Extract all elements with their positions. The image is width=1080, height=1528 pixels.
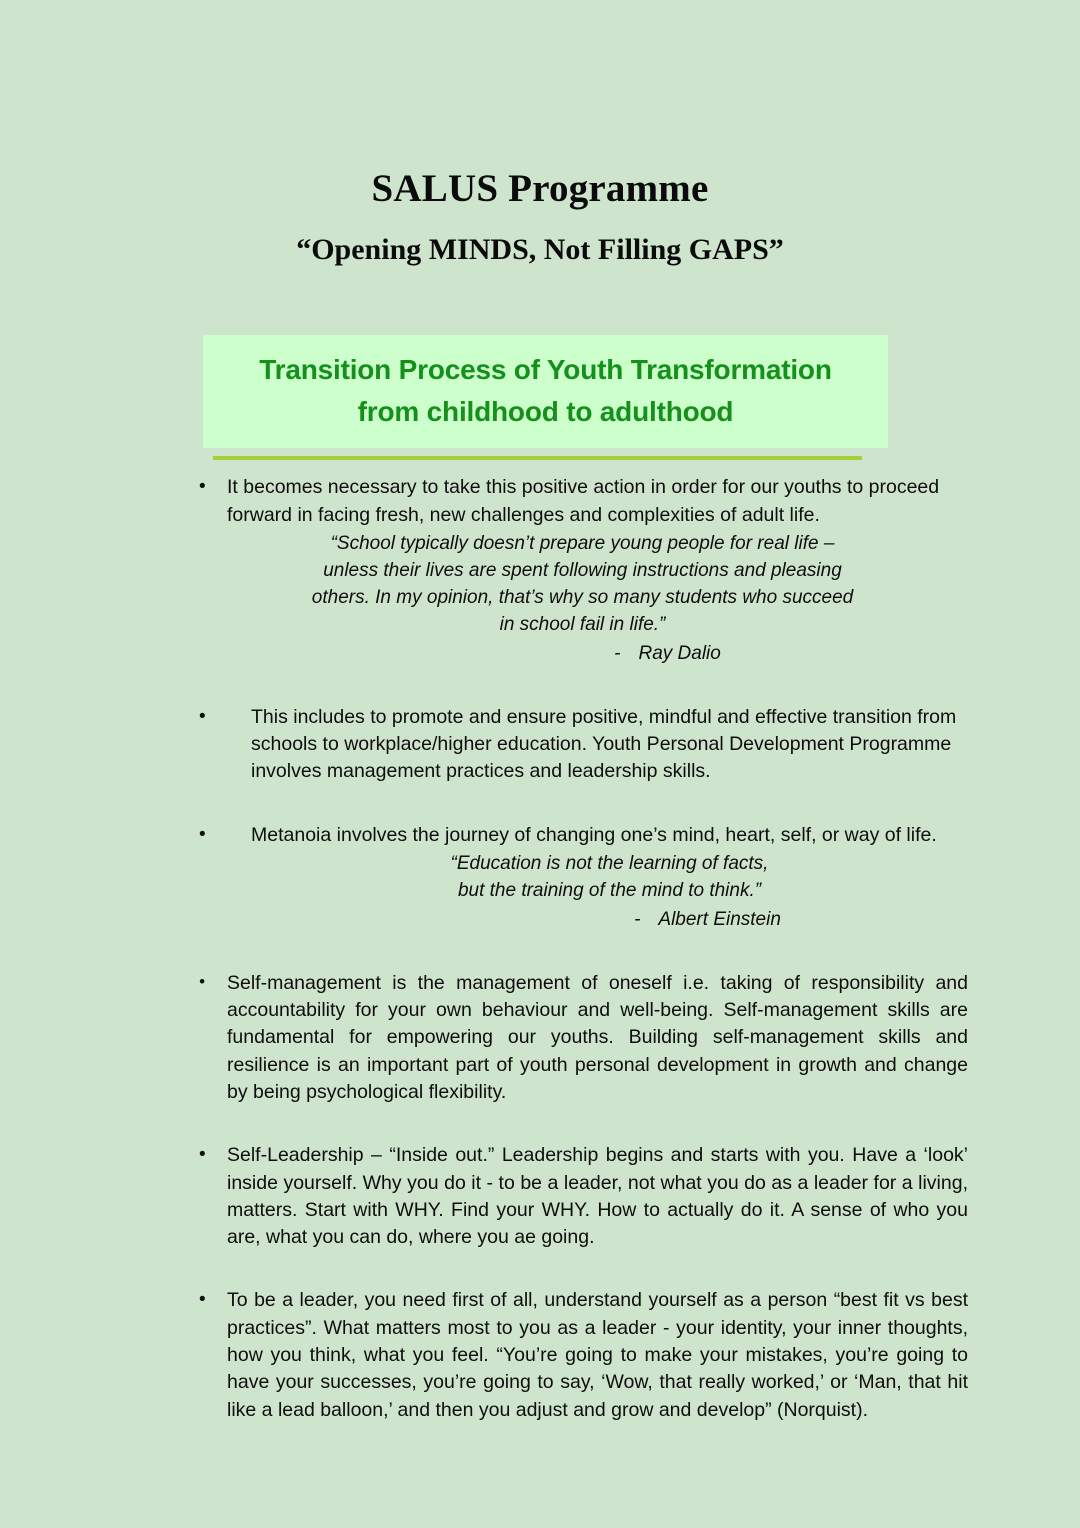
spacer xyxy=(199,812,968,822)
list-item xyxy=(199,1287,968,1423)
banner-line-1: Transition Process of Youth Transformation xyxy=(259,354,832,386)
spacer xyxy=(199,694,968,704)
bullet-icon: • xyxy=(199,1289,206,1311)
highlight-banner xyxy=(203,335,888,448)
bullet-icon: • xyxy=(199,705,206,727)
horizontal-divider xyxy=(213,456,862,460)
bullet-list xyxy=(0,474,1080,1424)
attribution-name: Albert Einstein xyxy=(658,908,781,930)
quote-attribution xyxy=(281,905,938,934)
bullet-body: Metanoia involves the journey of changing one’s mind, heart, self, or way of life. xyxy=(251,823,937,846)
quote-attribution xyxy=(227,639,938,668)
bullet-icon: • xyxy=(199,823,206,845)
bullet-body: To be a leader, you need first of all, understand yourself as a person “best fit vs best practices”. What matters most to you as a leader - your identity, your inner thoughts, how you think, what you feel. “You’re going to make your mistakes, you’re going to have your successes, you’re going to say, ‘Wow, that really worked,’ or ‘Man, that hit like a lead balloon,’ and then you adjust and grow and develop” (Norquist). xyxy=(227,1289,968,1421)
attribution-name: Ray Dalio xyxy=(638,642,721,664)
spacer xyxy=(199,960,968,970)
quote-block xyxy=(227,851,968,934)
quote-block xyxy=(227,531,968,668)
bullet-body: This includes to promote and ensure positive, mindful and effective transition from schools to workplace/higher education. Youth Personal Development Programme involves management practices and leadership skills. xyxy=(251,705,957,783)
bullet-body: Self-Leadership – “Inside out.” Leadership begins and starts with you. Have a ‘look’ inside yourself. Why you do it - to be a leader, not what you do as a leader for a living, matters. Start with WHY. Find your WHY. How to actually do it. A sense of who you are, what you can do, where you ae going. xyxy=(227,1144,968,1249)
list-item xyxy=(199,474,968,667)
quote-line: others. In my opinion, that’s why so many students who succeed xyxy=(311,586,854,608)
quote-line: “School typically doesn’t prepare young people for real life – xyxy=(330,532,835,554)
quote-line: in school fail in life.” xyxy=(499,613,666,635)
bullet-icon: • xyxy=(199,971,205,991)
banner-wrapper xyxy=(0,335,1080,448)
spacer xyxy=(199,1132,968,1142)
bullet-body: Self-management is the management of oneself i.e. taking of responsibility and accountability for your own behaviour and well-being. Self-management skills are fundamental for empowering our youths. Building self-management skills and resilience is an important part of youth personal development in growth and change by being psychological flexibility. xyxy=(227,971,968,1103)
attribution-dash: - xyxy=(614,642,621,664)
list-item xyxy=(199,704,968,786)
attribution-dash: - xyxy=(634,908,641,930)
bullet-icon: • xyxy=(199,1144,206,1166)
page-subtitle: “Opening MINDS, Not Filling GAPS” xyxy=(296,232,784,266)
list-item xyxy=(199,1142,968,1251)
quote-line: unless their lives are spent following instructions and pleasing xyxy=(323,559,842,581)
divider-wrapper xyxy=(0,456,1080,460)
list-item xyxy=(199,970,968,1106)
bullet-icon: • xyxy=(199,476,206,498)
bullet-body: It becomes necessary to take this positive action in order for our youths to proceed forward in facing fresh, new challenges and complexities of adult life. xyxy=(227,476,940,526)
spacer xyxy=(199,1277,968,1287)
quote-line: but the training of the mind to think.” xyxy=(457,879,762,901)
list-item xyxy=(199,822,968,934)
page-title: SALUS Programme xyxy=(371,167,709,210)
title-block xyxy=(0,0,1080,267)
quote-line: “Education is not the learning of facts, xyxy=(450,852,769,874)
banner-line-2: from childhood to adulthood xyxy=(357,395,734,427)
